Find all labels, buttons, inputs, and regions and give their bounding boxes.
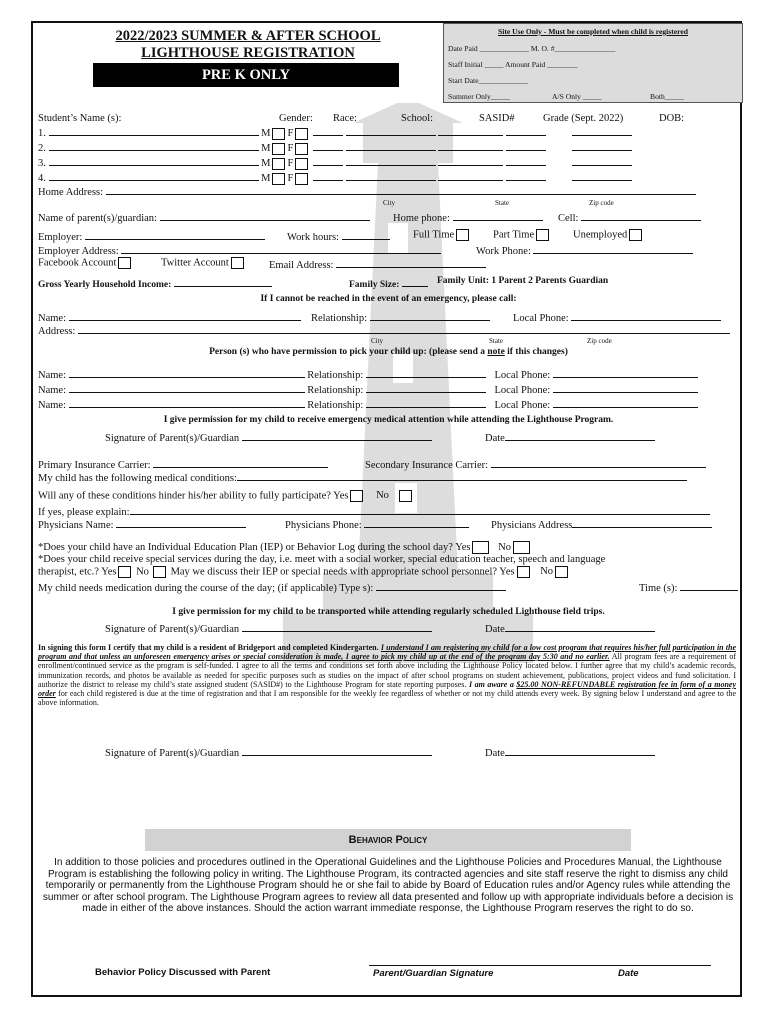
behavior-policy-heading: Behavior Policy	[145, 829, 631, 851]
gender-label: Gender:	[279, 113, 313, 124]
services-yes-checkbox	[118, 566, 131, 578]
form-title	[78, 28, 418, 62]
emergency-relationship-field[interactable]: Relationship:	[311, 310, 490, 324]
family-unit-field[interactable]: Family Unit: 1 Parent 2 Parents Guardian	[437, 276, 609, 286]
twitter-checkbox	[231, 257, 244, 269]
behavior-discussed-label: Behavior Policy Discussed with Parent	[95, 967, 271, 978]
student-row[interactable]: 4. M F	[38, 170, 632, 185]
site-staff-initial[interactable]: Staff Initial _____ Amount Paid ________	[448, 60, 578, 69]
emergency-name-field[interactable]: Name:	[38, 310, 301, 324]
pickup-row[interactable]: Name: Relationship: Local Phone:	[38, 397, 698, 412]
pickup-heading: Person (s) who have permission to pick your child up: (please send a note if this changes)	[209, 347, 568, 357]
site-use-box	[443, 23, 743, 103]
parent-name-field[interactable]: Name of parent(s)/guardian:	[38, 210, 370, 224]
site-both[interactable]: Both_____	[650, 92, 684, 101]
certification-paragraph: In signing this form I certify that my child is a resident of Bridgeport and completed Kindergarten. I understand I am registering my child for a low cost program that requires his/her full participation in the program and that unless an unforeseen emergency arises or special consideration is made, I agree to pick my child up at the end of the program day 5:30 and no earlier. All program fees are a requirement of enrollment/continued service as the program is self-funded. I agree to all the terms and conditions set forth above including the Lighthouse Policy located below. I further agree that my child’s academic records, immunization records, and photos be available as needed for specific purposes such as studies on the impact of after school programs on student achievement, publications, project videos and fund solicitation. I authorize the district to release my child’s state assigned student (SASID#) to the Lighthouse Program for state reporting purposes. I am aware a $25.00 NON-REFUNDABLE registration fee in form of a money order for each child registered is due at the time of registration and that I am responsible for the weekly fee regardless of whether or not my child attends every week. By signing below I understand and agree to the above information.	[38, 643, 737, 708]
behavior-date-label: Date	[618, 968, 639, 979]
home-phone-field[interactable]: Home phone:	[393, 210, 543, 224]
trips-signature-field[interactable]: Signature of Parent(s)/Guardian	[105, 621, 432, 635]
email-field[interactable]: Email Address:	[269, 257, 486, 271]
dob-label: DOB:	[659, 113, 685, 124]
hinder-yes-checkbox	[350, 490, 363, 502]
behavior-policy-text: In addition to those policies and procedures outlined in the Operational Guidelines and the Lighthouse Policies and Procedures Manual, the Lighthouse Program is establishing the following policy in writing. The Lighthouse Program, its contracted agencies and site staff reserve the right to dismiss any child temporarily or permanently from the Lighthouse Program should he or she fail to abide by Board of Education rules and/or Agency rules while attending the summer or after school program. The Lighthouse Program agrees to review all data presented and follow up with appropriate individuals before a decision is made in either of the above instances. Should the action warrant immediate response, the Lighthouse Program reserves the right to do so.	[42, 857, 734, 914]
site-date-paid[interactable]: Date Paid _____________ M. O. #________________	[448, 44, 616, 53]
city-caption: City	[383, 199, 396, 207]
student-row[interactable]: 2. M F	[38, 140, 632, 155]
emergency-city-caption: City	[371, 337, 384, 345]
work-hours-field[interactable]: Work hours:	[287, 229, 390, 243]
work-phone-field[interactable]: Work Phone:	[476, 243, 693, 257]
part-time-checkbox	[536, 229, 549, 241]
unemployed-option[interactable]: Unemployed	[573, 229, 644, 241]
medical-date-field[interactable]: Date	[485, 430, 655, 444]
medication-field[interactable]: My child needs medication during the course of the day; (if applicable) Type s):	[38, 580, 506, 594]
student-row[interactable]: 3. M F	[38, 155, 632, 170]
grade-label: Grade (Sept. 2022)	[543, 113, 624, 124]
students-label: Student’s Name (s):	[38, 113, 122, 124]
cell-field[interactable]: Cell:	[558, 210, 701, 224]
family-size-field[interactable]: Family Size:	[349, 276, 428, 290]
full-time-checkbox	[456, 229, 469, 241]
student-rows	[38, 125, 632, 185]
emergency-state-caption: State	[489, 337, 503, 345]
zip-caption: Zip code	[589, 199, 614, 207]
part-time-option[interactable]: Part Time	[493, 229, 551, 241]
hinder-question[interactable]: Will any of these conditions hinder his/her ability to fully participate? Yes No	[38, 490, 414, 502]
parent-signature-line[interactable]	[369, 965, 711, 966]
medical-permission: I give permission for my child to receive emergency medical attention while attending the Lighthouse Program.	[163, 415, 614, 425]
iep-no-checkbox	[513, 541, 530, 554]
iep-question[interactable]: *Does your child have an Individual Education Plan (IEP) or Behavior Log during the school day? Yes No	[38, 541, 532, 554]
secondary-insurance-field[interactable]: Secondary Insurance Carrier:	[365, 457, 706, 471]
race-label: Race:	[333, 113, 357, 124]
parent-signature-label: Parent/Guardian Signature	[373, 968, 494, 979]
medical-conditions-field[interactable]: My child has the following medical conditions:	[38, 470, 687, 484]
employer-address-field[interactable]: Employer Address:	[38, 243, 441, 257]
certify-date-field[interactable]: Date	[485, 745, 655, 759]
physician-address-field[interactable]: Physicians Address	[491, 517, 712, 531]
site-summer-only[interactable]: Summer Only_____	[448, 92, 510, 101]
hinder-no-checkbox	[399, 490, 412, 502]
services-question-line2[interactable]: therapist, etc.? Yes No May we discuss their IEP or special needs with appropriate school personnel? Yes No	[38, 566, 570, 578]
certify-signature-field[interactable]: Signature of Parent(s)/Guardian	[105, 745, 432, 759]
home-address-field[interactable]: Home Address:	[38, 184, 696, 198]
title-line-2: LIGHTHOUSE REGISTRATION	[141, 45, 355, 61]
trips-permission: I give permission for my child to be transported while attending regularly scheduled Lighthouse field trips.	[172, 607, 605, 617]
emergency-heading: If I cannot be reached in the event of an emergency, please call:	[260, 294, 517, 304]
unemployed-checkbox	[629, 229, 642, 241]
emergency-phone-field[interactable]: Local Phone:	[513, 310, 721, 324]
school-label: School:	[401, 113, 434, 124]
primary-insurance-field[interactable]: Primary Insurance Carrier:	[38, 457, 328, 471]
income-field[interactable]: Gross Yearly Household Income:	[38, 276, 272, 290]
discuss-no-checkbox	[555, 566, 568, 578]
site-start-date[interactable]: Start Date_____________	[448, 76, 528, 85]
services-no-checkbox	[153, 566, 166, 578]
prek-badge: PRE K ONLY	[93, 63, 399, 87]
site-use-heading: Site Use Only - Must be completed when child is registered	[498, 27, 688, 36]
emergency-address-field[interactable]: Address:	[38, 323, 730, 337]
discuss-yes-checkbox	[517, 566, 530, 578]
sasid-label: SASID#	[479, 113, 515, 124]
student-row[interactable]: 1. M F	[38, 125, 632, 140]
medical-signature-field[interactable]: Signature of Parent(s)/Guardian	[105, 430, 432, 444]
site-as-only[interactable]: A/S Only _____	[552, 92, 602, 101]
services-question-line1: *Does your child receive special services during the day, i.e. meet with a social worker, special education teacher, speech and language	[38, 554, 606, 565]
facebook-option[interactable]: Facebook Account	[38, 257, 133, 269]
facebook-checkbox	[118, 257, 131, 269]
explain-field[interactable]: If yes, please explain:	[38, 504, 710, 518]
twitter-option[interactable]: Twitter Account	[161, 257, 246, 269]
trips-date-field[interactable]: Date	[485, 621, 655, 635]
employer-field[interactable]: Employer:	[38, 229, 265, 243]
pickup-rows	[38, 367, 698, 412]
iep-yes-checkbox	[472, 541, 489, 554]
full-time-option[interactable]: Full Time	[413, 229, 471, 241]
pickup-row[interactable]: Name: Relationship: Local Phone:	[38, 382, 698, 397]
emergency-zip-caption: Zip code	[587, 337, 612, 345]
title-line-1: 2022/2023 SUMMER & AFTER SCHOOL	[115, 28, 381, 44]
state-caption: State	[495, 199, 509, 207]
medication-time-field[interactable]: Time (s):	[639, 580, 738, 594]
physician-name-field[interactable]: Physicians Name:	[38, 517, 246, 531]
pickup-row[interactable]: Name: Relationship: Local Phone:	[38, 367, 698, 382]
registration-form	[31, 21, 742, 997]
physician-phone-field[interactable]: Physicians Phone:	[285, 517, 469, 531]
